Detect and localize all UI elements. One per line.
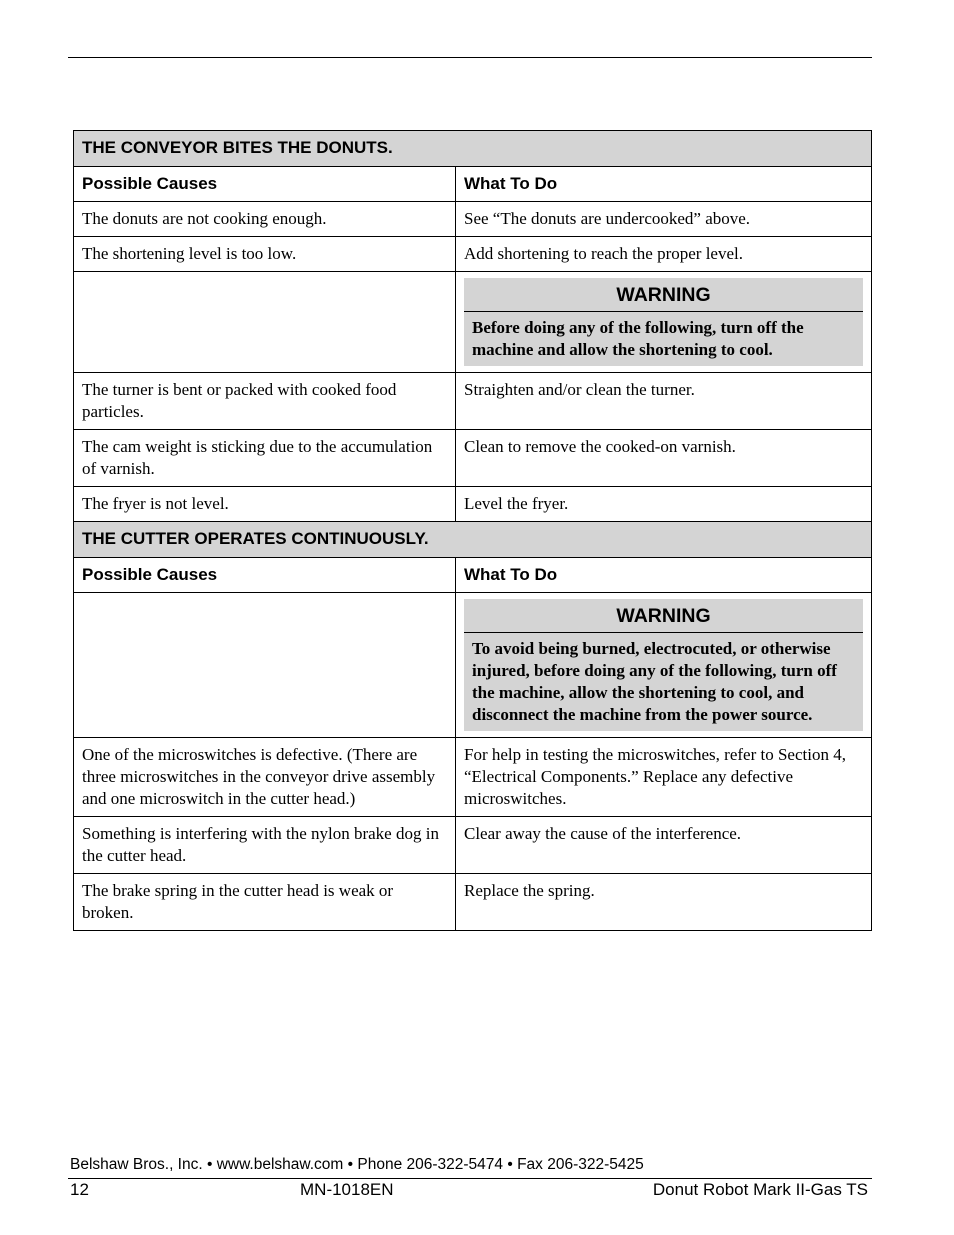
action-cell: Replace the spring. (456, 874, 872, 931)
section-title: THE CUTTER OPERATES CONTINUOUSLY. (74, 522, 872, 558)
section-header-row (74, 131, 872, 167)
column-header-row (74, 167, 872, 202)
header-rule (68, 57, 872, 58)
column-header-actions: What To Do (456, 167, 872, 202)
warning-box (456, 272, 872, 373)
cause-cell: Something is interfering with the nylon brake dog in the cutter head. (74, 817, 456, 874)
table-row (74, 817, 872, 874)
column-header-causes: Possible Causes (74, 167, 456, 202)
product-name: Donut Robot Mark II-Gas TS (652, 1180, 868, 1199)
table-row (74, 738, 872, 817)
column-header-actions: What To Do (456, 558, 872, 593)
warning-row (74, 272, 872, 373)
action-cell: Straighten and/or clean the turner. (456, 373, 872, 430)
warning-title: WARNING (464, 278, 863, 312)
warning-title: WARNING (464, 599, 863, 633)
table-row (74, 487, 872, 522)
action-cell: Clear away the cause of the interference. (456, 817, 872, 874)
warning-text: To avoid being burned, electrocuted, or otherwise injured, before doing any of the following, turn off the machine, allow the shortening to cool, and disconnect the machine from the power source. (464, 633, 863, 731)
cause-cell: The shortening level is too low. (74, 237, 456, 272)
action-cell: See “The donuts are undercooked” above. (456, 202, 872, 237)
table-row (74, 874, 872, 931)
cause-cell: The donuts are not cooking enough. (74, 202, 456, 237)
cause-cell: The fryer is not level. (74, 487, 456, 522)
column-header-causes: Possible Causes (74, 558, 456, 593)
table-row (74, 237, 872, 272)
troubleshooting-table (73, 130, 872, 931)
warning-row (74, 593, 872, 738)
action-cell: Add shortening to reach the proper level. (456, 237, 872, 272)
action-cell: Level the fryer. (456, 487, 872, 522)
table-row (74, 373, 872, 430)
page-number: 12 (70, 1180, 89, 1199)
cause-cell: The brake spring in the cutter head is weak or broken. (74, 874, 456, 931)
action-cell: For help in testing the microswitches, refer to Section 4, “Electrical Components.” Replace any defective microswitches. (456, 738, 872, 817)
section-header-row (74, 522, 872, 558)
section-title: THE CONVEYOR BITES THE DONUTS. (74, 131, 872, 167)
footer-company-line: Belshaw Bros., Inc. • www.belshaw.com • Phone 206-322-5474 • Fax 206-322-5425 (70, 1156, 644, 1173)
column-header-row (74, 558, 872, 593)
table-row (74, 430, 872, 487)
cause-cell: The cam weight is sticking due to the accumulation of varnish. (74, 430, 456, 487)
table-row (74, 202, 872, 237)
footer-rule (68, 1178, 872, 1179)
cause-cell: One of the microswitches is defective. (There are three microswitches in the conveyor drive assembly and one microswitch in the cutter head.) (74, 738, 456, 817)
warning-box (456, 593, 872, 738)
empty-cause-cell (74, 272, 456, 373)
warning-text: Before doing any of the following, turn off the machine and allow the shortening to cool. (464, 312, 863, 366)
document-number: MN-1018EN (300, 1180, 394, 1199)
cause-cell: The turner is bent or packed with cooked food particles. (74, 373, 456, 430)
empty-cause-cell (74, 593, 456, 738)
action-cell: Clean to remove the cooked-on varnish. (456, 430, 872, 487)
